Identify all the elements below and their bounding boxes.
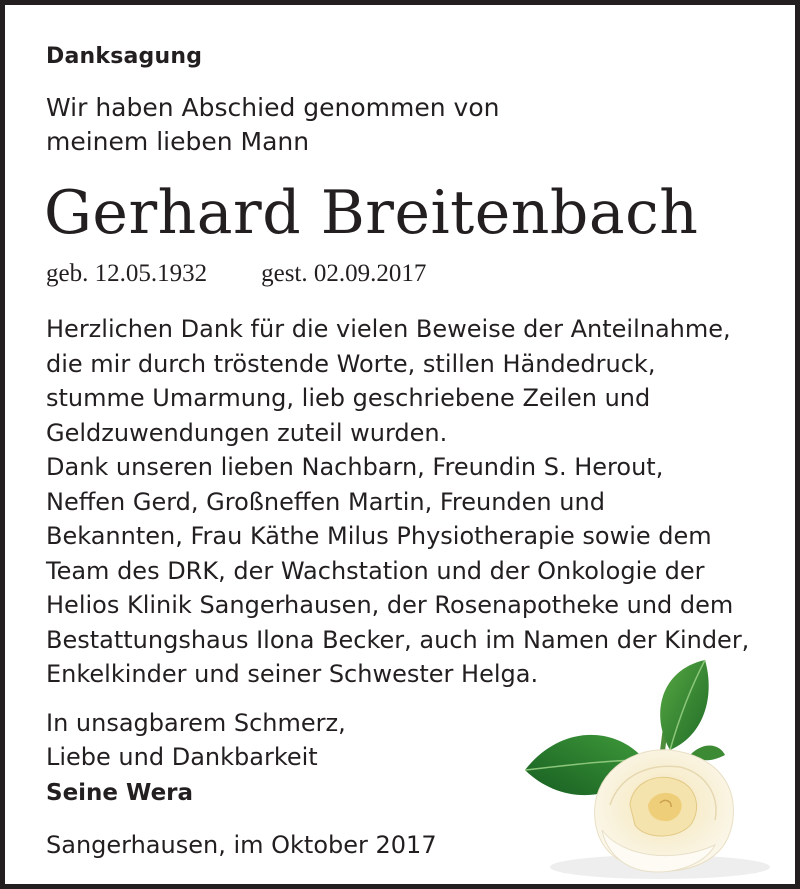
paragraph-line: Team des DRK, der Wachstation und der Onkologie der (46, 556, 705, 585)
paragraph-line: Enkelkinder und seiner Schwester Helga. (46, 660, 539, 688)
paragraph-line: Helios Klinik Sangerhausen, der Rosenapotheke und dem (46, 591, 734, 619)
closing-line: In unsagbarem Schmerz, (46, 709, 346, 737)
closing-text (46, 706, 346, 774)
intro-line: Wir haben Abschied genommen von (46, 93, 500, 122)
paragraph-line: Herzlichen Dank für die vielen Beweise der Anteilnahme, (46, 315, 731, 343)
closing-line: Liebe und Dankbarkeit (46, 743, 318, 771)
paragraph-line: Geldzuwendungen zuteil wurden. (46, 418, 448, 447)
intro-line: meinem lieben Mann (46, 127, 310, 156)
birth-date: geb. 12.05.1932 (46, 260, 208, 287)
paragraph-line: Neffen Gerd, Großneffen Martin, Freunden und (46, 487, 605, 516)
notice-heading: Danksagung (46, 44, 203, 69)
deceased-name: Gerhard Breitenbach (44, 178, 699, 248)
white-rose-image (520, 655, 775, 883)
intro-text (46, 91, 499, 159)
life-dates (46, 259, 426, 289)
place-date: Sangerhausen, im Oktober 2017 (46, 831, 437, 859)
paragraph-line: Dank unseren lieben Nachbarn, Freundin S. Herout, (46, 453, 664, 481)
paragraph-line: stumme Umarmung, lieb geschriebene Zeilen und (46, 384, 651, 412)
paragraph-line: Bekannten, Frau Käthe Milus Physiotherapie sowie dem (46, 522, 712, 550)
thanks-paragraph (46, 312, 731, 450)
death-date: gest. 02.09.2017 (261, 260, 427, 287)
paragraph-line: die mir durch tröstende Worte, stillen Händedruck, (46, 349, 656, 378)
signature: Seine Wera (46, 780, 194, 806)
paragraph-line: Bestattungshaus Ilona Becker, auch im Namen der Kinder, (46, 625, 750, 654)
